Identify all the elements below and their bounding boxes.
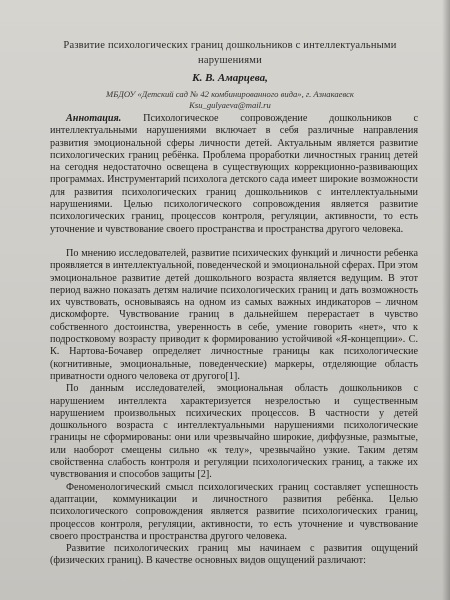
- abstract-label: Аннотация.: [66, 113, 122, 124]
- body-paragraph-2: По данным исследователей, эмоциональная область дошкольников с нарушением интеллекта характеризуется незрелостью и существенным нарушением произвольных психических процессов. В частности у детей дошкольного возраста с интеллектуальными нарушениями психологические границы не сформированы: они или чрезвычайно широкие, диффузные, размытые, или наоборот смещены сильно «к телу», чрезвычайно узкие. Таким детям свойственна слабость контроля и регуляции психологических границ, а также их чувствования и способов защиты [2].: [50, 383, 418, 481]
- page-edge-shadow: [442, 0, 450, 600]
- author-email: Ksu_gulyaeva@mail.ru: [189, 100, 271, 110]
- article-body: [50, 113, 418, 568]
- abstract-paragraph: [50, 113, 418, 236]
- article-title: Развитие психологических границ дошкольников с интеллектуальными нарушениями: [63, 40, 397, 66]
- abstract-text: Психологическое сопровождение дошкольников с интеллектуальными нарушениями включает в себя различные направления развития эмоциональной сферы личности детей. Актуальным является развитие психологических границ ребёнка. Проблема проработки личностных границ детей на сегодня недостаточно освещена в существующих коррекционно-развивающих программах. Инструментарий психолога детского сада имеет широкие возможности для развития психологических границ дошкольников с интеллектуальными нарушениями. Целью психологического сопровождения является развитие психологических границ, процессов контроля, регуляции, активности, то есть уточнение и чувствование своего пространства и пространства другого человека.: [50, 113, 418, 235]
- body-paragraph-4: Развитие психологических границ мы начинаем с развития ощущений (физических границ). В качестве основных видов ощущений различают:: [50, 543, 418, 567]
- author-name: К. В. Амарцева,: [192, 72, 268, 84]
- body-paragraph-1: По мнению исследователей, развитие психических функций и личности ребенка проявляется в интеллектуальной, поведенческой и эмоциональной сферах. При этом эмоциональное развитие детей дошкольного возраста является ведущим. В этот период важно показать детям наличие психологических границ и дать возможность их чувствовать, основываясь на одном из самых важных индикаторов – личном дискомфорте. Чувствование границ в дальнейшем перерастает в чувство собственного достоинства, уверенность в себе, умение говорить «нет», что к подростковому возрасту приводит к формированию устойчивой «Я-концепции». С. К. Нартова-Бочавер определяет личностные границы как психологические (когнитивные, эмоциональные, поведенческие) маркеры, отделяющие область приватности одного человека от другого[1].: [50, 247, 418, 382]
- body-paragraph-3: Феноменологический смысл психологических границ составляет успешность адаптации, коммуникации и личностного развития ребёнка. Целью психологического сопровождения является развитие психологических границ, процессов контроля, регуляции, активности, то есть уточнение и чувствование своего пространства и пространства другого человека.: [50, 481, 418, 542]
- affiliation-block: [70, 89, 390, 111]
- affiliation-text: МБДОУ «Детский сад № 42 комбинированного вида», г. Азнакаевск: [106, 89, 354, 99]
